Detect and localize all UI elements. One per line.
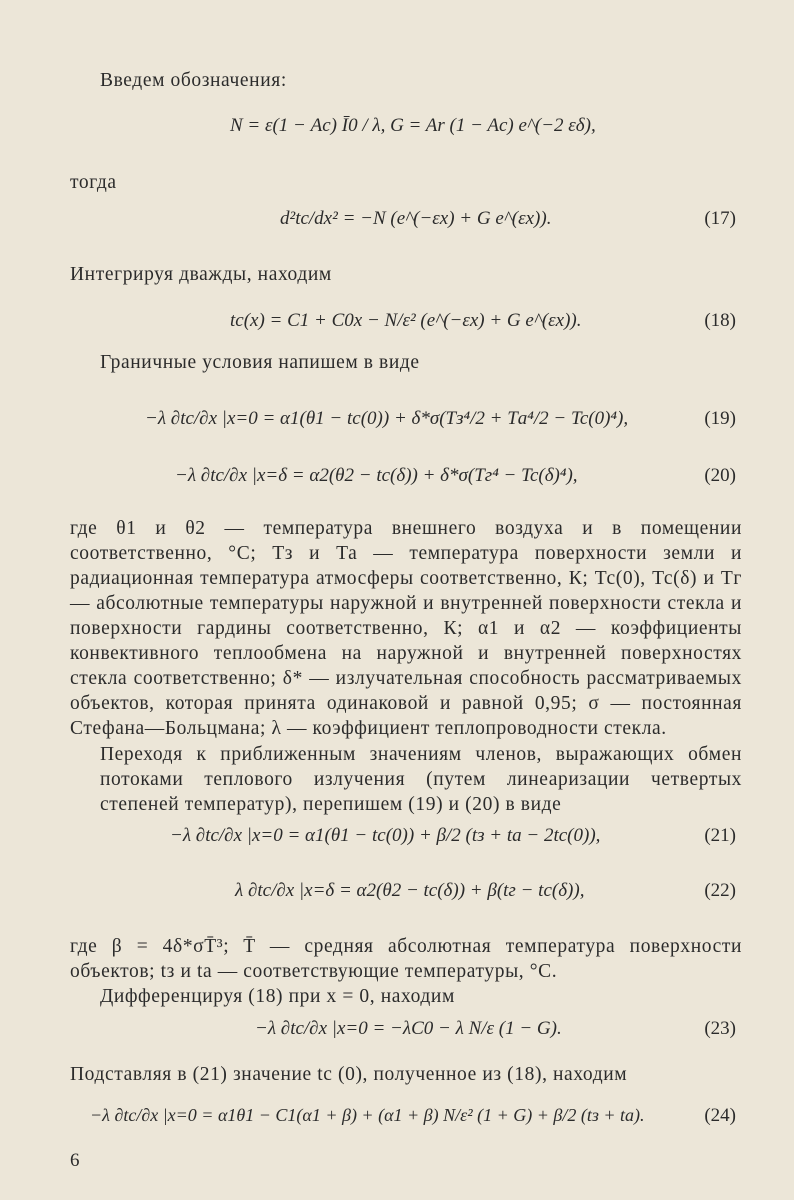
eq-number-24: (24) — [704, 1105, 736, 1126]
equation-20: −λ ∂tc/∂x |x=δ = α2(θ2 − tc(δ)) + δ*σ(Tг⁴ − Tc(δ)⁴), — [175, 465, 578, 486]
eq-number-21: (21) — [704, 825, 736, 846]
differentiating-line: Дифференцируя (18) при x = 0, находим — [100, 986, 455, 1007]
transition-paragraph — [100, 742, 742, 817]
page-number: 6 — [70, 1150, 80, 1171]
substituting-line: Подставляя в (21) значение tc (0), полученное из (18), находим — [70, 1064, 628, 1085]
equation-19: −λ ∂tc/∂x |x=0 = α1(θ1 − tc(0)) + δ*σ(Tз⁴/2 + Tа⁴/2 − Tc(0)⁴), — [145, 408, 629, 429]
transition-text: Переходя к приближенным значениям членов, выражающих обмен потоками теплового излучения (путем линеаризации четвертых степеней температур), перепишем (19) и (20) в виде — [100, 744, 742, 815]
definition-equation: N = ε(1 − Ac) Ī0 / λ, G = Ar (1 − Ac) e^(−2 εδ), — [230, 115, 596, 136]
equation-23: −λ ∂tc/∂x |x=0 = −λC0 − λ N/ε (1 − G). — [255, 1018, 562, 1039]
where-paragraph-1: где θ1 и θ2 — температура внешнего воздуха и в помещении соответственно, °С; Тз и Та — температура поверхности земли и радиационная температура атмосферы соответственно, К; Тс(0), Тс(δ) и Тг — абсолютные температуры наружной и внутренней поверхности стекла и поверхности гардины соответственно, К; α1 и α2 — коэффициенты конвективного теплообмена на наружной и внутренней поверхностях стекла соответственно; δ* — излучательная способность рассматриваемых объектов, которая принята одинаковой и равной 0,95; σ — постоянная Стефана—Больцмана; λ — коэффициент теплопроводности стекла. — [70, 518, 742, 739]
eq-number-18: (18) — [704, 310, 736, 331]
equation-22: λ ∂tc/∂x |x=δ = α2(θ2 − tc(δ)) + β(tг − tc(δ)), — [235, 880, 585, 901]
equation-17: d²tc/dx² = −N (e^(−εx) + G e^(εx)). — [280, 208, 552, 229]
intro-line: Введем обозначения: — [100, 70, 287, 91]
equation-21: −λ ∂tc/∂x |x=0 = α1(θ1 − tc(0)) + β/2 (tз + tа − 2tc(0)), — [170, 825, 601, 846]
eq-number-23: (23) — [704, 1018, 736, 1039]
eq-number-22: (22) — [704, 880, 736, 901]
eq-number-19: (19) — [704, 408, 736, 429]
equation-18: tc(x) = C1 + C0x − N/ε² (e^(−εx) + G e^(εx)). — [230, 310, 582, 331]
eq-number-20: (20) — [704, 465, 736, 486]
eq-number-17: (17) — [704, 208, 736, 229]
integrating-line: Интегрируя дважды, находим — [70, 264, 332, 285]
equation-24: −λ ∂tc/∂x |x=0 = α1θ1 − C1(α1 + β) + (α1 + β) N/ε² (1 + G) + β/2 (tз + tа). — [90, 1105, 645, 1125]
where-paragraph-2: где β = 4δ*σT̄³; T̄ — средняя абсолютная температура поверхности объектов; tз и tа — соответствующие температуры, °С. — [70, 936, 742, 982]
boundary-line: Граничные условия напишем в виде — [100, 352, 420, 373]
then-line: тогда — [70, 172, 117, 193]
